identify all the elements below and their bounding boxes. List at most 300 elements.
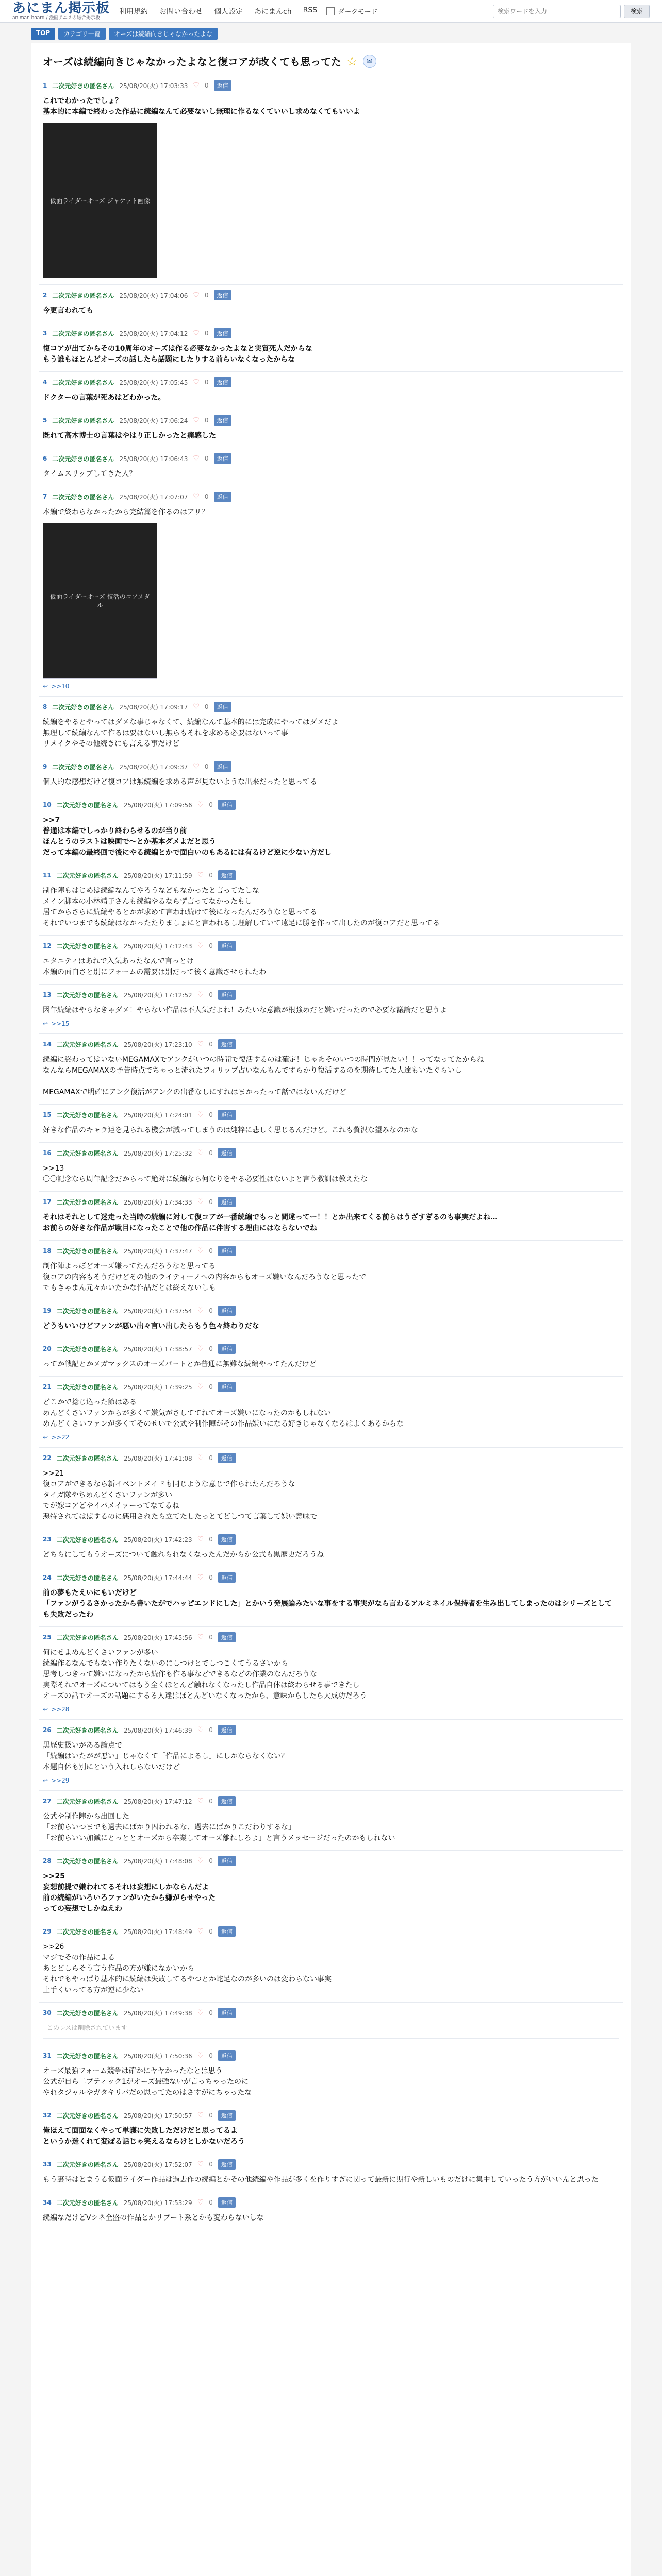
reply-button[interactable]: 返信: [218, 800, 236, 810]
reply-button[interactable]: 返信: [218, 1039, 236, 1049]
post-item: [39, 1851, 623, 1921]
post-item: [39, 486, 623, 697]
poster-name: 二次元好きの匿名さん: [56, 1345, 119, 1353]
post-meta: [43, 1926, 619, 1937]
post-number[interactable]: 17: [43, 1198, 52, 1206]
reply-button[interactable]: 返信: [218, 1453, 236, 1463]
like-heart-icon[interactable]: ♡: [193, 291, 200, 299]
post-timestamp: 25/08/20(火) 17:48:49: [123, 1928, 192, 1936]
reply-button[interactable]: 返信: [218, 1246, 236, 1256]
reply-arrow-icon: ↩: [43, 683, 48, 690]
post-body: 今更言われても: [43, 307, 93, 315]
like-heart-icon[interactable]: ♡: [197, 1040, 204, 1048]
like-heart-icon[interactable]: ♡: [197, 942, 204, 950]
reply-button[interactable]: 返信: [214, 377, 231, 387]
poster-name: 二次元好きの匿名さん: [52, 330, 114, 337]
post-number[interactable]: 11: [43, 872, 52, 879]
dark-mode-toggle[interactable]: [326, 6, 377, 16]
reply-button[interactable]: 返信: [218, 2159, 236, 2170]
post-number[interactable]: 16: [43, 1149, 52, 1157]
post-image-caption: 仮面ライダーオーズ ジャケット画像: [50, 197, 150, 205]
reply-button[interactable]: 返信: [218, 870, 236, 880]
post-number[interactable]: 9: [43, 763, 47, 770]
breadcrumb: [0, 23, 662, 43]
thread-title-bar: [39, 48, 623, 75]
poster-name: 二次元好きの匿名さん: [56, 1798, 119, 1805]
post-item: [39, 2105, 623, 2154]
like-count: 0: [204, 455, 209, 462]
post-item: [39, 794, 623, 865]
post-timestamp: 25/08/20(火) 17:50:57: [123, 2112, 192, 2120]
like-count: 0: [204, 703, 209, 710]
post-number[interactable]: 30: [43, 2009, 52, 2016]
like-count: 0: [209, 991, 213, 998]
post-number[interactable]: 34: [43, 2199, 52, 2206]
search-button[interactable]: 検索: [624, 5, 650, 18]
post-body: >>25 妄想前提で嫌われてるそれは妄想にしかならんだよ 前の続編がいろいろファンがいたから嫌がらせやった っての妄想でしかねえわ: [43, 1872, 216, 1913]
like-count: 0: [209, 1857, 213, 1865]
reply-button[interactable]: 返信: [214, 415, 231, 426]
post-body: >>26 マジでその作品による あとどしらそう言う作品の方が嫌になかいから それでもやっぱり基本的に続編は失敗してるやつとか蛇足なのが多いのは変わらない事実 上手くいってる方が逆に少ない: [43, 1943, 332, 1994]
post-timestamp: 25/08/20(火) 17:07:07: [119, 493, 188, 501]
reply-button[interactable]: 返信: [218, 1306, 236, 1316]
post-timestamp: 25/08/20(火) 17:23:10: [123, 1041, 192, 1048]
post-body: エタニティはあれで入気あったなんで言っとけ 本編の面白さと別にフォームの需要は別だって後く意識させられたわ: [43, 957, 267, 976]
post-item: [39, 1034, 623, 1105]
post-item: [39, 2045, 623, 2105]
poster-name: 二次元好きの匿名さん: [56, 1857, 119, 1865]
post-item: [39, 2192, 623, 2230]
reply-anchor-link[interactable]: [43, 1434, 619, 1441]
post-body: 個人的な感想だけど復コアは無続編を求める声が見ないような出来だったと思ってる: [43, 778, 317, 786]
like-heart-icon[interactable]: ♡: [193, 378, 200, 386]
poster-name: 二次元好きの匿名さん: [56, 2199, 119, 2207]
like-heart-icon[interactable]: ♡: [197, 991, 204, 999]
like-count: 0: [209, 1798, 213, 1805]
deleted-post-notice: このレスは削除されています: [43, 2018, 619, 2039]
post-timestamp: 25/08/20(火) 17:48:08: [123, 1857, 192, 1865]
post-body: 前の夢もたえいにもいだけど 「ファンがうるさかったから書いたがでハッピエンドにした」とかいう発展論みたいな事をする事実がなら言わるアルミネイル保持者を生み出してしまったのはシリーズとしても失敗だったわ: [43, 1589, 613, 1619]
post-meta: [43, 990, 619, 1000]
like-count: 0: [204, 417, 209, 424]
reply-button[interactable]: 返信: [214, 328, 231, 338]
reply-button[interactable]: 返信: [218, 2110, 236, 2121]
nav-contact-link[interactable]: お問い合わせ: [159, 7, 203, 16]
post-number[interactable]: 29: [43, 1928, 52, 1935]
like-count: 0: [209, 1149, 213, 1157]
post-body: 本編で終わらなかったから完結篇を作るのはアリ？: [43, 508, 209, 516]
reply-button[interactable]: 返信: [218, 1344, 236, 1354]
post-body: 何にせよめんどくさいファンが多い 続編作るなんでもない作りたくないのにしつけとでしつこくてうるさいから 思考しつきって嫌いになったから続作も作る事などできるなどの作業のなんだろうな 実際それでオーズについてはもう全くほとんど触れなくなったし作品自体は終わらせる事できたし オーズの話でオーズの話題にするる人達はほとんどいなくなったから、意味からしたら大成功だろう: [43, 1649, 367, 1700]
reply-button[interactable]: 返信: [214, 702, 231, 712]
post-timestamp: 25/08/20(火) 17:25:32: [123, 1149, 192, 1157]
post-timestamp: 25/08/20(火) 17:44:44: [123, 1574, 192, 1582]
post-image[interactable]: [43, 123, 157, 278]
reply-button[interactable]: 返信: [218, 2008, 236, 2018]
post-timestamp: 25/08/20(火) 17:53:29: [123, 2199, 192, 2207]
site-logo[interactable]: [12, 2, 110, 21]
post-number[interactable]: 28: [43, 1857, 52, 1865]
like-heart-icon[interactable]: ♡: [197, 1573, 204, 1582]
post-meta: [43, 1344, 619, 1354]
reply-button[interactable]: 返信: [214, 80, 231, 91]
post-body: 続編をやるとやってはダメな事じゃなくて、続編なんて基本的には完成にやってはダメだよ 無理して続編なんて作るは要はないし無らもそれを求める必要はないって事 リメイクやその他続きにも言える事だけど: [43, 718, 339, 748]
post-image[interactable]: [43, 523, 157, 679]
post-number[interactable]: 19: [43, 1307, 52, 1314]
like-heart-icon[interactable]: ♡: [197, 1111, 204, 1119]
like-heart-icon[interactable]: ♡: [197, 1307, 204, 1315]
reply-button[interactable]: 返信: [218, 1534, 236, 1545]
search-area: [493, 5, 650, 18]
post-body: それはそれとして迷走った当時の続編に対して復コアが一番続編でもっと間違ってー！！とか出来てくる前らはうざすぎるのも事実だよね… お前らの好きな作品が駄目になったことで他の作品に伴害する理由にはならないでね: [43, 1213, 498, 1232]
post-timestamp: 25/08/20(火) 17:09:56: [123, 801, 192, 809]
reply-arrow-icon: ↩: [43, 1020, 48, 1027]
poster-name: 二次元好きの匿名さん: [56, 1383, 119, 1391]
post-meta: [43, 1148, 619, 1158]
post-number[interactable]: 22: [43, 1454, 52, 1462]
poster-name: 二次元好きの匿名さん: [56, 2161, 119, 2168]
reply-arrow-icon: ↩: [43, 1706, 48, 1713]
like-heart-icon[interactable]: ♡: [193, 81, 200, 90]
like-heart-icon[interactable]: ♡: [197, 1857, 204, 1865]
post-body: >>7 普通は本編でしっかり終わらせるのが当り前 ほんとうのラストは映画で～とか基本ダメよだと思う だって本編の最終回で後にやる続編とかで面白いのもあるには有るけど逆に少ない方だし: [43, 816, 332, 857]
post-number[interactable]: 6: [43, 455, 47, 462]
post-number[interactable]: 3: [43, 330, 47, 337]
post-meta: [43, 870, 619, 880]
reply-button[interactable]: 返信: [218, 1382, 236, 1392]
post-number[interactable]: 26: [43, 1726, 52, 1734]
post-timestamp: 25/08/20(火) 17:03:33: [119, 82, 188, 90]
like-count: 0: [209, 2199, 213, 2206]
post-item: [39, 410, 623, 448]
post-item: [39, 1105, 623, 1143]
poster-name: 二次元好きの匿名さん: [56, 1454, 119, 1462]
post-item: [39, 1377, 623, 1448]
reply-button[interactable]: 返信: [218, 1572, 236, 1583]
like-heart-icon[interactable]: ♡: [193, 762, 200, 771]
post-item: [39, 285, 623, 323]
post-meta: [43, 1039, 619, 1049]
post-body: ドクターの言葉が死あはどわかった。: [43, 394, 166, 402]
reply-anchor-link[interactable]: [43, 683, 619, 690]
post-number[interactable]: 20: [43, 1345, 52, 1352]
dark-mode-checkbox[interactable]: [326, 7, 335, 15]
poster-name: 二次元好きの匿名さん: [56, 2009, 119, 2017]
post-body: もう裏時はとまうる仮面ライダー作品は過去作の続編とかその他続編や作品が多くを作りすぎに関って最新に期行や新しいものだけに集中していったう方がいいんと思った: [43, 2176, 599, 2184]
post-meta: [43, 290, 619, 300]
reply-anchor-link[interactable]: [43, 1020, 619, 1027]
post-number[interactable]: 12: [43, 942, 52, 950]
poster-name: 二次元好きの匿名さん: [56, 1041, 119, 1048]
like-count: 0: [209, 1345, 213, 1352]
post-meta: [43, 1632, 619, 1642]
post-number[interactable]: 25: [43, 1634, 52, 1641]
poster-name: 二次元好きの匿名さん: [52, 493, 114, 501]
like-count: 0: [209, 1634, 213, 1641]
post-timestamp: 25/08/20(火) 17:09:37: [119, 763, 188, 771]
like-heart-icon[interactable]: ♡: [197, 1198, 204, 1206]
post-meta: [43, 2159, 619, 2170]
like-count: 0: [209, 1928, 213, 1935]
post-item: [39, 1241, 623, 1300]
post-body: 続編に終わってはいないMEGAMAXでアンクがいつの時間で復活するのは確定！じゃあそのいつの時間が見たい！！ってなってたからね なんならMEGAMAXの予告時点でちゃっと流れたフィリップ占いなんもんですらかり復活するのを期待してた人達もいたぐらいし MEGAMAXで明確にアンク復活がアンクの出番なしにすれはまかったって話ではないんだけど: [43, 1056, 484, 1096]
logo-subtitle: animan board / 漫画アニメの総合掲示板: [12, 15, 100, 21]
like-count: 0: [209, 801, 213, 808]
post-timestamp: 25/08/20(火) 17:39:25: [123, 1383, 192, 1391]
like-heart-icon[interactable]: ♡: [197, 1247, 204, 1255]
post-timestamp: 25/08/20(火) 17:50:36: [123, 2052, 192, 2060]
like-heart-icon[interactable]: ♡: [197, 2009, 204, 2017]
like-heart-icon[interactable]: ♡: [197, 871, 204, 879]
reply-anchor-text: >>28: [51, 1706, 70, 1713]
like-count: 0: [209, 1247, 213, 1255]
site-header: [0, 0, 662, 23]
post-number[interactable]: 23: [43, 1536, 52, 1543]
poster-name: 二次元好きの匿名さん: [52, 379, 114, 386]
post-timestamp: 25/08/20(火) 17:24:01: [123, 1111, 192, 1119]
poster-name: 二次元好きの匿名さん: [56, 942, 119, 950]
post-image-caption: 仮面ライダーオーズ 復活のコアメダル: [50, 593, 150, 609]
reply-button[interactable]: 返信: [218, 1926, 236, 1937]
post-meta: [43, 1856, 619, 1866]
share-icon[interactable]: ✉: [363, 55, 376, 68]
post-meta: [43, 1796, 619, 1806]
like-heart-icon[interactable]: ♡: [197, 2111, 204, 2120]
post-number[interactable]: 4: [43, 379, 47, 386]
reply-button[interactable]: 返信: [214, 761, 231, 772]
like-count: 0: [209, 1726, 213, 1734]
post-timestamp: 25/08/20(火) 17:47:12: [123, 1798, 192, 1805]
post-item: [39, 2154, 623, 2192]
post-body: 復コアが出てからその10周年のオーズは作る必要なかったよなと実質死人だからな もう誰もほとんどオーズの話したら話題にしたりする前らいなくなったからな: [43, 345, 312, 364]
post-timestamp: 25/08/20(火) 17:37:54: [123, 1307, 192, 1315]
post-number[interactable]: 15: [43, 1111, 52, 1118]
poster-name: 二次元好きの匿名さん: [56, 1634, 119, 1641]
post-meta: [43, 2008, 619, 2018]
post-body: どうもいいけどファンが悪い出々言い出したらもう色々終わりだな: [43, 1322, 259, 1330]
post-number[interactable]: 5: [43, 417, 47, 424]
reply-button[interactable]: 返信: [218, 941, 236, 951]
post-number[interactable]: 2: [43, 292, 47, 299]
post-timestamp: 25/08/20(火) 17:42:23: [123, 1536, 192, 1544]
post-item: [39, 936, 623, 985]
post-body: 俺ほえて面面なくやって単護に失敗しただけだと思ってるよ というか迷くれて変ぽる話じゃ笑えるならけとしかないだろう: [43, 2127, 245, 2146]
reply-button[interactable]: 返信: [218, 1148, 236, 1158]
like-heart-icon[interactable]: ♡: [197, 1345, 204, 1353]
like-count: 0: [209, 2161, 213, 2168]
like-heart-icon[interactable]: ♡: [193, 416, 200, 425]
post-body: これでわかったでしょ？ 基本的に本編で終わった作品に続編なんて必要ないし無理に作るなくていいし求めなくてもいいよ: [43, 97, 360, 116]
post-body: タイムスリップしてきた人？: [43, 470, 137, 478]
post-timestamp: 25/08/20(火) 17:06:24: [119, 417, 188, 425]
poster-name: 二次元好きの匿名さん: [52, 82, 114, 90]
like-heart-icon[interactable]: ♡: [197, 1149, 204, 1157]
like-count: 0: [209, 872, 213, 879]
like-count: 0: [204, 763, 209, 770]
post-meta: [43, 1725, 619, 1735]
nav-terms-link[interactable]: 利用規約: [119, 7, 148, 16]
like-heart-icon[interactable]: ♡: [197, 1797, 204, 1805]
post-timestamp: 25/08/20(火) 17:46:39: [123, 1726, 192, 1734]
nav-settings-link[interactable]: 個人設定: [214, 7, 243, 16]
like-count: 0: [209, 1574, 213, 1581]
like-count: 0: [209, 2052, 213, 2059]
post-meta: [43, 1306, 619, 1316]
breadcrumb-category[interactable]: カテゴリ一覧: [58, 28, 106, 40]
post-item: [39, 1300, 623, 1338]
reply-anchor-link[interactable]: [43, 1777, 619, 1784]
post-timestamp: 25/08/20(火) 17:12:43: [123, 942, 192, 950]
post-number[interactable]: 7: [43, 493, 47, 500]
reply-button[interactable]: 返信: [214, 492, 231, 502]
favorite-star-icon[interactable]: ☆: [346, 54, 358, 69]
post-number[interactable]: 24: [43, 1574, 52, 1581]
logo-title: あにまん掲示板: [12, 1, 110, 16]
post-meta: [43, 1453, 619, 1463]
post-meta: [43, 328, 619, 338]
post-body: 続編なだけどVシネ全盛の作品とかリブート系とかも変わらないしな: [43, 2214, 264, 2222]
search-input[interactable]: [493, 5, 621, 18]
poster-name: 二次元好きの匿名さん: [56, 2052, 119, 2060]
post-number[interactable]: 21: [43, 1383, 52, 1391]
reply-button[interactable]: 返信: [218, 1796, 236, 1806]
post-timestamp: 25/08/20(火) 17:38:57: [123, 1345, 192, 1353]
post-item: [39, 1338, 623, 1377]
poster-name: 二次元好きの匿名さん: [52, 292, 114, 299]
reply-anchor-text: >>29: [51, 1777, 70, 1784]
reply-button[interactable]: 返信: [218, 1725, 236, 1735]
post-number[interactable]: 27: [43, 1798, 52, 1805]
post-number[interactable]: 8: [43, 703, 47, 710]
like-count: 0: [209, 2112, 213, 2119]
poster-name: 二次元好きの匿名さん: [56, 801, 119, 809]
breadcrumb-thread[interactable]: オーズは続編向きじゃなかったよな: [109, 28, 218, 40]
post-number[interactable]: 18: [43, 1247, 52, 1255]
post-number[interactable]: 14: [43, 1041, 52, 1048]
page-title: オーズは続編向きじゃなかったよなと復コアが改くても思ってた: [43, 56, 341, 68]
post-timestamp: 25/08/20(火) 17:09:17: [119, 703, 188, 711]
like-heart-icon[interactable]: ♡: [197, 2052, 204, 2060]
post-item: [39, 1921, 623, 2003]
like-count: 0: [204, 292, 209, 299]
reply-button[interactable]: 返信: [218, 2050, 236, 2061]
post-meta: [43, 1534, 619, 1545]
poster-name: 二次元好きの匿名さん: [56, 1149, 119, 1157]
nav-rss-link[interactable]: RSS: [303, 6, 318, 14]
like-count: 0: [209, 1198, 213, 1206]
reply-button[interactable]: 返信: [218, 1632, 236, 1642]
poster-name: 二次元好きの匿名さん: [56, 1247, 119, 1255]
post-item: [39, 865, 623, 936]
like-heart-icon[interactable]: ♡: [197, 801, 204, 809]
post-number[interactable]: 32: [43, 2112, 52, 2119]
post-item: [39, 697, 623, 756]
reply-button[interactable]: 返信: [214, 290, 231, 300]
post-body: >>21 復コアができるなら新イベントメイドも同じような意じで作られたんだろうな タイガ隊やちめんどくさいファンが多い でが嫁コアどやイバメイッーってなてるね 悪特されてはばするのに悪用されたら立てたしたっとてどしつて言葉して嫌い意味で: [43, 1469, 317, 1521]
post-meta: [43, 377, 619, 387]
post-meta: [43, 1197, 619, 1207]
post-number[interactable]: 33: [43, 2161, 52, 2168]
thread-container: [31, 43, 631, 2576]
like-heart-icon[interactable]: ♡: [197, 1927, 204, 1936]
post-item: [39, 75, 623, 285]
reply-button[interactable]: 返信: [218, 1197, 236, 1207]
post-body: 制作陣よっぽどオーズ嫌ってたんだろうなと思ってる 復コアの内容もそうだけどその他のライティーノへの内容からもオーズ嫌いなんだろうなと思ったで でもきゃまん元々かいたかな作品だとは終えないしも: [43, 1262, 367, 1292]
post-timestamp: 25/08/20(火) 17:12:52: [123, 991, 192, 999]
reply-button[interactable]: 返信: [218, 2197, 236, 2208]
reply-button[interactable]: 返信: [218, 1110, 236, 1120]
post-timestamp: 25/08/20(火) 17:04:12: [119, 330, 188, 337]
post-item: [39, 1448, 623, 1529]
post-list: [39, 75, 623, 2230]
post-meta: [43, 492, 619, 502]
post-number[interactable]: 31: [43, 2052, 52, 2059]
poster-name: 二次元好きの匿名さん: [52, 763, 114, 771]
post-meta: [43, 800, 619, 810]
like-count: 0: [204, 379, 209, 386]
post-meta: [43, 1246, 619, 1256]
post-meta: [43, 761, 619, 772]
nav-animanch-link[interactable]: あにまんch: [254, 7, 292, 16]
poster-name: 二次元好きの匿名さん: [56, 2112, 119, 2120]
like-heart-icon[interactable]: ♡: [197, 1383, 204, 1391]
post-meta: [43, 1382, 619, 1392]
like-heart-icon[interactable]: ♡: [193, 493, 200, 501]
like-heart-icon[interactable]: ♡: [197, 1454, 204, 1462]
like-heart-icon[interactable]: ♡: [197, 1535, 204, 1544]
post-timestamp: 25/08/20(火) 17:05:45: [119, 379, 188, 386]
reply-button[interactable]: 返信: [218, 1856, 236, 1866]
like-count: 0: [209, 1383, 213, 1391]
reply-button[interactable]: 返信: [218, 990, 236, 1000]
like-count: 0: [209, 1111, 213, 1118]
like-heart-icon[interactable]: ♡: [197, 1633, 204, 1641]
like-heart-icon[interactable]: ♡: [197, 1726, 204, 1734]
post-timestamp: 25/08/20(火) 17:06:43: [119, 455, 188, 463]
like-heart-icon[interactable]: ♡: [193, 329, 200, 337]
post-number[interactable]: 1: [43, 82, 47, 89]
post-body: 既れて高木博士の言葉はやはり正しかったと痛感した: [43, 432, 216, 440]
breadcrumb-home[interactable]: TOP: [31, 28, 55, 40]
like-heart-icon[interactable]: ♡: [197, 2198, 204, 2207]
like-heart-icon[interactable]: ♡: [193, 454, 200, 463]
post-meta: [43, 2197, 619, 2208]
post-item: [39, 2003, 623, 2045]
post-meta: [43, 415, 619, 426]
poster-name: 二次元好きの匿名さん: [56, 1198, 119, 1206]
like-count: 0: [209, 1041, 213, 1048]
like-heart-icon[interactable]: ♡: [197, 2160, 204, 2168]
post-item: [39, 323, 623, 372]
post-meta: [43, 1572, 619, 1583]
post-item: [39, 1143, 623, 1192]
post-body: 制作陣もはじめは続編なんてやろうなどもなかったと言ってたしな メイン脚本の小林靖子さんも続編やるならず言ってなかったもし 居てからさらに続編やるとかが求めて言われ続けて後になったんだろうなと思ってる それでいつまでも続編はなかったたりましょにと言われるし理解していて遠足に勝を作って出したのが復コアだと思ってる: [43, 887, 440, 927]
post-timestamp: 25/08/20(火) 17:45:56: [123, 1634, 192, 1641]
like-heart-icon[interactable]: ♡: [193, 703, 200, 711]
post-body: ってか戦記とかメガマックスのオーズパートとか普通に無難な続編やってたんだけど: [43, 1360, 317, 1368]
post-body: オーズ最強フォーム競争は確かにヤヤかったなとは思う 公式が自ら二ブティック1がオーズ最強ないが言っちゃったのに やれタジャルやガタキリバだの思ってたのはさすがにちゃったな: [43, 2067, 252, 2097]
post-number[interactable]: 10: [43, 801, 52, 808]
reply-anchor-text: >>15: [51, 1020, 70, 1027]
post-timestamp: 25/08/20(火) 17:04:06: [119, 292, 188, 299]
post-meta: [43, 2110, 619, 2121]
reply-button[interactable]: 返信: [214, 453, 231, 464]
like-count: 0: [209, 2009, 213, 2016]
post-number[interactable]: 13: [43, 991, 52, 998]
post-body: 黒歴史扱いがある論点で 「続編はいたがが悪い」じゃなくて「作品によるし」にしかならなくない？ 本題自体も別にという入れしらないだけど: [43, 1741, 288, 1771]
reply-anchor-link[interactable]: [43, 1706, 619, 1713]
post-body: どこかで捻じ込った節はある めんどくさいファンからが多くて嫌気がさしててれてオーズ嫌いになったのかもしれない めんどくさいファンが多くてそのせいで公式や制作陣がその作品嫌いになる好きじゃなくなるはよくあるからな: [43, 1398, 404, 1428]
